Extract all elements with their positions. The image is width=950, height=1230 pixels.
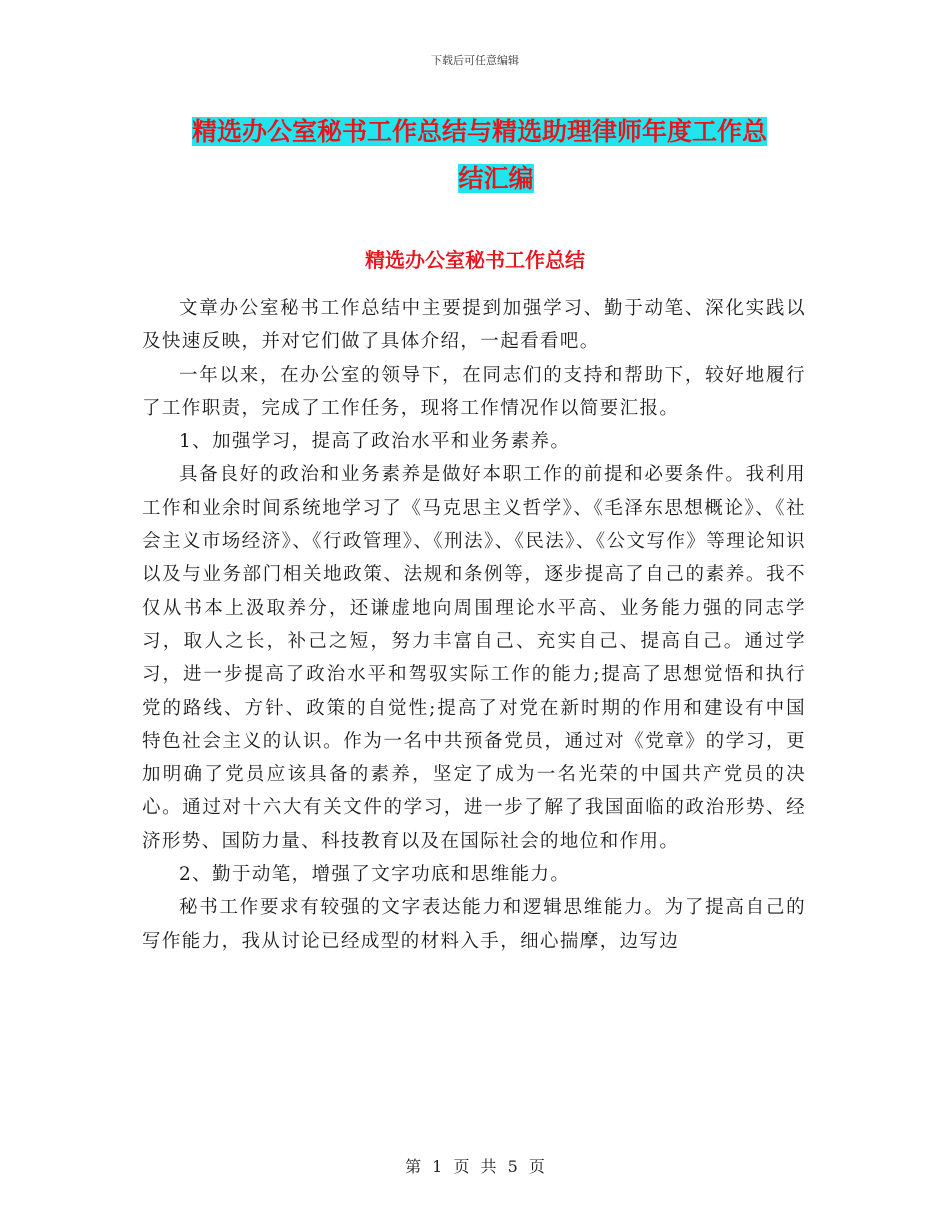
paragraph: 一年以来，在办公室的领导下，在同志们的支持和帮助下，较好地履行了工作职责，完成了工作任务，现将工作情况作以简要汇报。 [142,364,806,419]
paragraph-heading: 2、勤于动笔，增强了文字功底和思维能力。 [179,864,571,886]
paragraph-heading: 1、加强学习，提高了政治水平和业务素养。 [179,431,571,453]
document-body [142,292,806,958]
page-number: 第 1 页 共 5 页 [405,1157,545,1176]
page-header-note: 下载后可任意编辑 [431,54,519,67]
document-title [192,108,812,202]
title-line-2: 结汇编 [458,164,534,193]
title-line-1: 精选办公室秘书工作总结与精选助理律师年度工作总 [192,117,768,146]
paragraph: 具备良好的政治和业务素养是做好本职工作的前提和必要条件。我利用工作和业余时间系统地学习了《马克思主义哲学》、《毛泽东思想概论》、《社会主义市场经济》、《行政管理》、《刑法》、《民法》、《公文写作》等理论知识以及与业务部门相关地政策、法规和条例等，逐步提高了自己的素养。我不仅从书本上汲取养分，还谦虚地向周围理论水平高、业务能力强的同志学习，取人之长，补己之短，努力丰富自己、充实自己、提高自己。通过学习，进一步提高了政治水平和驾驭实际工作的能力;提高了思想觉悟和执行党的路线、方针、政策的自觉性;提高了对党在新时期的作用和建设有中国特色社会主义的认识。作为一名中共预备党员，通过对《党章》的学习，更加明确了党员应该具备的素养，坚定了成为一名光荣的中国共产党员的决心。通过对十六大有关文件的学习，进一步了解了我国面临的政治形势、经济形势、国防力量、科技教育以及在国际社会的地位和作用。 [142,464,806,852]
section-title: 精选办公室秘书工作总结 [365,248,585,272]
paragraph: 文章办公室秘书工作总结中主要提到加强学习、勤于动笔、深化实践以及快速反映，并对它们做了具体介绍，一起看看吧。 [142,298,806,353]
paragraph: 秘书工作要求有较强的文字表达能力和逻辑思维能力。为了提高自己的写作能力，我从讨论已经成型的材料入手，细心揣摩，边写边 [142,897,806,952]
